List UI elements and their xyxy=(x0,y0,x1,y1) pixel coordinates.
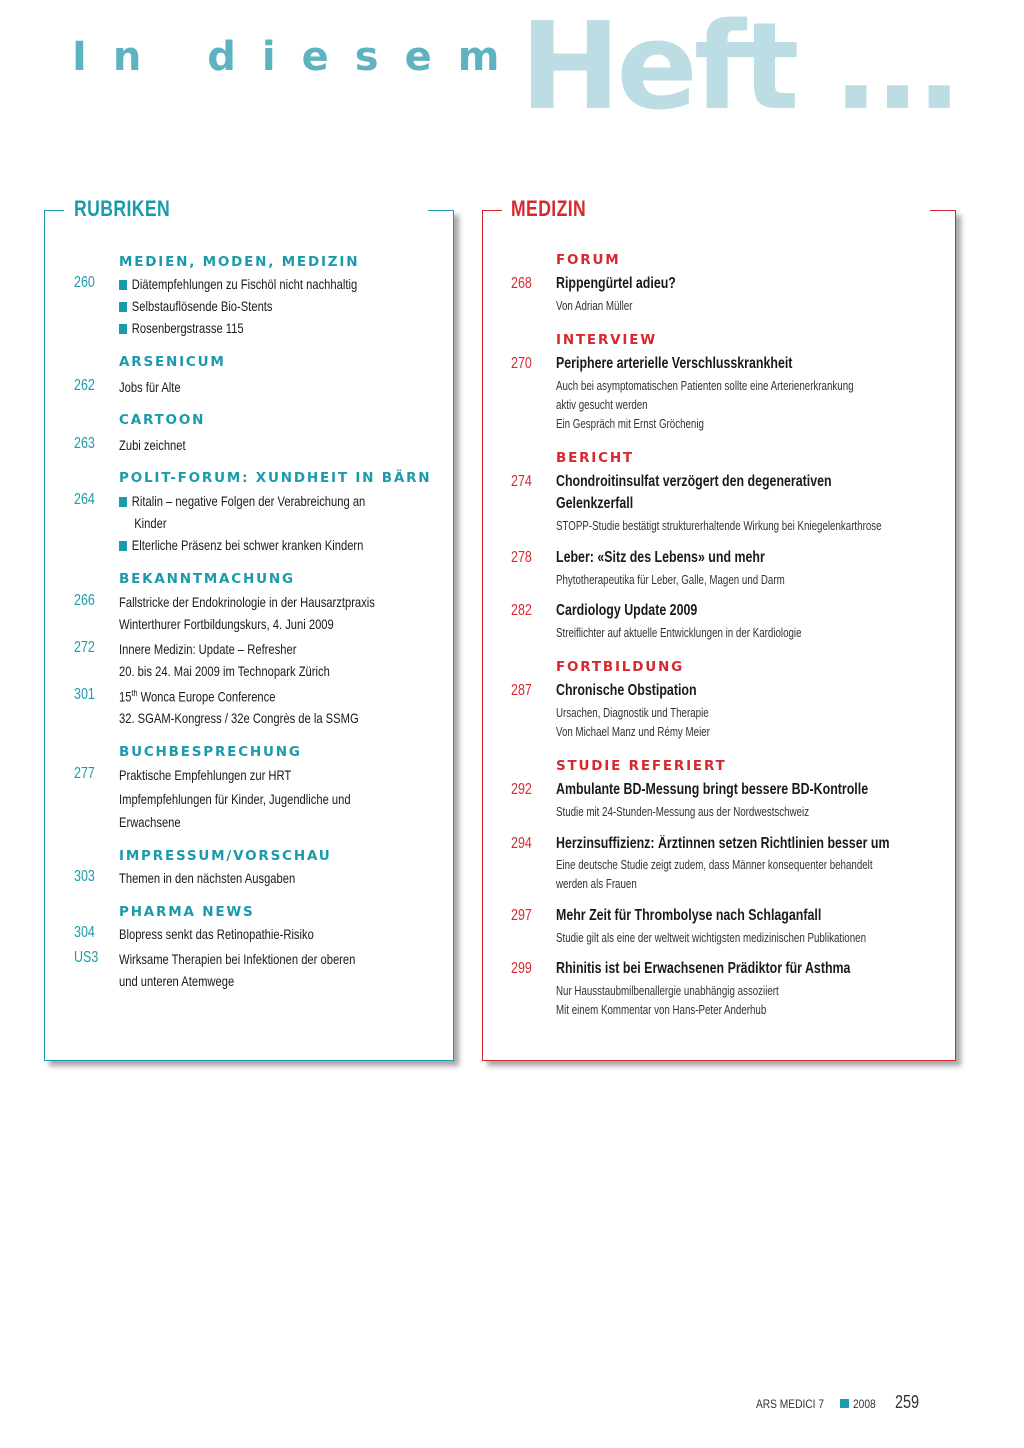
article-subtitle: Eine deutsche Studie zeigt zudem, dass Männer konsequenter behandelt xyxy=(556,858,873,872)
section-heading: STUDIE REFERIERT xyxy=(556,758,727,774)
entry-text: Selbstauflösende Bio-Stents xyxy=(119,298,273,314)
page-number: 303 xyxy=(74,868,95,885)
page-number: 270 xyxy=(511,355,532,372)
header-in-diesem: In diesem xyxy=(72,34,526,80)
article-subtitle: Streiflichter auf aktuelle Entwicklungen in der Kardiologie xyxy=(556,626,802,640)
entry-text: 20. bis 24. Mai 2009 im Technopark Zürich xyxy=(119,663,330,679)
entry-text: Innere Medizin: Update – Refresher xyxy=(119,641,297,657)
section-heading: INTERVIEW xyxy=(556,332,657,348)
page-number: 292 xyxy=(511,781,532,798)
entry-text: Impfempfehlungen für Kinder, Jugendliche und xyxy=(119,791,351,807)
article-subtitle: Auch bei asymptomatischen Patienten sollte eine Arterienerkrankung xyxy=(556,379,854,393)
magazine-name: ARS MEDICI 7 xyxy=(756,1397,825,1411)
entry-text: Blopress senkt das Retinopathie-Risiko xyxy=(119,926,314,942)
entry-text: 32. SGAM-Kongress / 32e Congrès de la SSMG xyxy=(119,710,359,726)
article-title: Cardiology Update 2009 xyxy=(556,602,698,619)
page-number: 282 xyxy=(511,602,532,619)
section-heading: FORUM xyxy=(556,252,621,268)
entry-text: Themen in den nächsten Ausgaben xyxy=(119,870,296,886)
page-number: 262 xyxy=(74,377,95,394)
page-footer xyxy=(756,1392,925,1413)
medizin-top-rule-right xyxy=(930,210,955,211)
page-number-footer: 259 xyxy=(894,1392,919,1412)
rubriken-top-rule-left xyxy=(44,210,64,211)
entry-text: und unteren Atemwege xyxy=(119,973,235,989)
entry-text: Winterthurer Fortbildungskurs, 4. Juni 2009 xyxy=(119,616,334,632)
article-subtitle: Ein Gespräch mit Ernst Gröchenig xyxy=(556,417,704,431)
entry-text: Rosenbergstrasse 115 xyxy=(119,320,244,336)
section-heading: ARSENICUM xyxy=(119,354,226,370)
page-number: 274 xyxy=(511,473,532,490)
entry-text: 15th Wonca Europe Conference xyxy=(119,688,276,705)
entry-text: Kinder xyxy=(134,515,167,531)
page-number: 299 xyxy=(511,960,532,977)
article-subtitle: Nur Hausstaubmilbenallergie unabhängig assoziiert xyxy=(556,984,779,998)
section-heading: BERICHT xyxy=(556,450,634,466)
article-title: Rhinitis ist bei Erwachsenen Prädiktor für Asthma xyxy=(556,960,851,977)
article-title: Leber: «Sitz des Lebens» und mehr xyxy=(556,549,765,566)
rubriken-title: RUBRIKEN xyxy=(74,196,171,221)
section-heading: POLIT-FORUM: XUNDHEIT IN BÄRN xyxy=(119,470,432,486)
section-heading: CARTOON xyxy=(119,412,206,428)
section-heading: BUCHBESPRECHUNG xyxy=(119,744,302,760)
entry-text: Praktische Empfehlungen zur HRT xyxy=(119,767,292,783)
section-heading: FORTBILDUNG xyxy=(556,659,684,675)
rubriken-top-rule-right xyxy=(428,210,453,211)
article-subtitle: Studie gilt als eine der weltweit wichtigsten medizinischen Publikationen xyxy=(556,931,867,945)
section-heading: MEDIEN, MODEN, MEDIZIN xyxy=(119,254,360,270)
page-number: 297 xyxy=(511,907,532,924)
entry-text: Fallstricke der Endokrinologie in der Hausarztpraxis xyxy=(119,594,375,610)
article-title: Chondroitinsulfat verzögert den degenerativen xyxy=(556,473,832,490)
article-subtitle: Von Michael Manz und Rémy Meier xyxy=(556,725,710,739)
section-heading: BEKANNTMACHUNG xyxy=(119,571,295,587)
page-number: 266 xyxy=(74,592,95,609)
article-title: Periphere arterielle Verschlusskrankheit xyxy=(556,355,793,372)
article-title: Herzinsuffizienz: Ärztinnen setzen Richtlinien besser um xyxy=(556,835,890,852)
page-number: 272 xyxy=(74,639,95,656)
article-subtitle: aktiv gesucht werden xyxy=(556,398,648,412)
header-heft: Heft ... xyxy=(520,0,958,137)
page-number: 264 xyxy=(74,491,95,508)
article-subtitle: Ursachen, Diagnostik und Therapie xyxy=(556,706,709,720)
section-heading: PHARMA NEWS xyxy=(119,904,255,920)
article-subtitle: Von Adrian Müller xyxy=(556,299,633,313)
article-subtitle: Mit einem Kommentar von Hans-Peter Anderhub xyxy=(556,1003,767,1017)
article-title: Chronische Obstipation xyxy=(556,682,697,699)
article-title: Ambulante BD-Messung bringt bessere BD-Kontrolle xyxy=(556,781,869,798)
entry-text: Zubi zeichnet xyxy=(119,437,186,453)
issue-year: 2008 xyxy=(853,1397,877,1411)
page-number: 304 xyxy=(74,924,95,941)
article-title: Mehr Zeit für Thrombolyse nach Schlaganfall xyxy=(556,907,822,924)
article-subtitle: Phytotherapeutika für Leber, Galle, Magen und Darm xyxy=(556,573,785,587)
article-subtitle: STOPP-Studie bestätigt strukturerhaltende Wirkung bei Kniegelenkarthrose xyxy=(556,519,882,533)
page-number: 260 xyxy=(74,274,95,291)
entry-text: Erwachsene xyxy=(119,814,181,830)
page-number: US3 xyxy=(74,949,99,966)
article-subtitle: Studie mit 24-Stunden-Messung aus der Nordwestschweiz xyxy=(556,805,810,819)
page-number: 287 xyxy=(511,682,532,699)
entry-text: Diätempfehlungen zu Fischöl nicht nachhaltig xyxy=(119,276,357,292)
page-number: 268 xyxy=(511,275,532,292)
entry-text: Wirksame Therapien bei Infektionen der oberen xyxy=(119,951,356,967)
page-number: 294 xyxy=(511,835,532,852)
medizin-title: MEDIZIN xyxy=(511,196,587,221)
page-number: 278 xyxy=(511,549,532,566)
entry-text: Elterliche Präsenz bei schwer kranken Kindern xyxy=(119,537,363,553)
square-bullet-icon xyxy=(840,1399,849,1408)
page-number: 263 xyxy=(74,435,95,452)
entry-text: Ritalin – negative Folgen der Verabreichung an xyxy=(119,493,365,509)
entry-text: Jobs für Alte xyxy=(119,379,181,395)
medizin-top-rule-left xyxy=(482,210,502,211)
article-title: Gelenkzerfall xyxy=(556,495,634,512)
section-heading: IMPRESSUM/VORSCHAU xyxy=(119,848,332,864)
page-number: 277 xyxy=(74,765,95,782)
article-subtitle: werden als Frauen xyxy=(556,877,637,891)
page-number: 301 xyxy=(74,686,95,703)
article-title: Rippengürtel adieu? xyxy=(556,275,676,292)
